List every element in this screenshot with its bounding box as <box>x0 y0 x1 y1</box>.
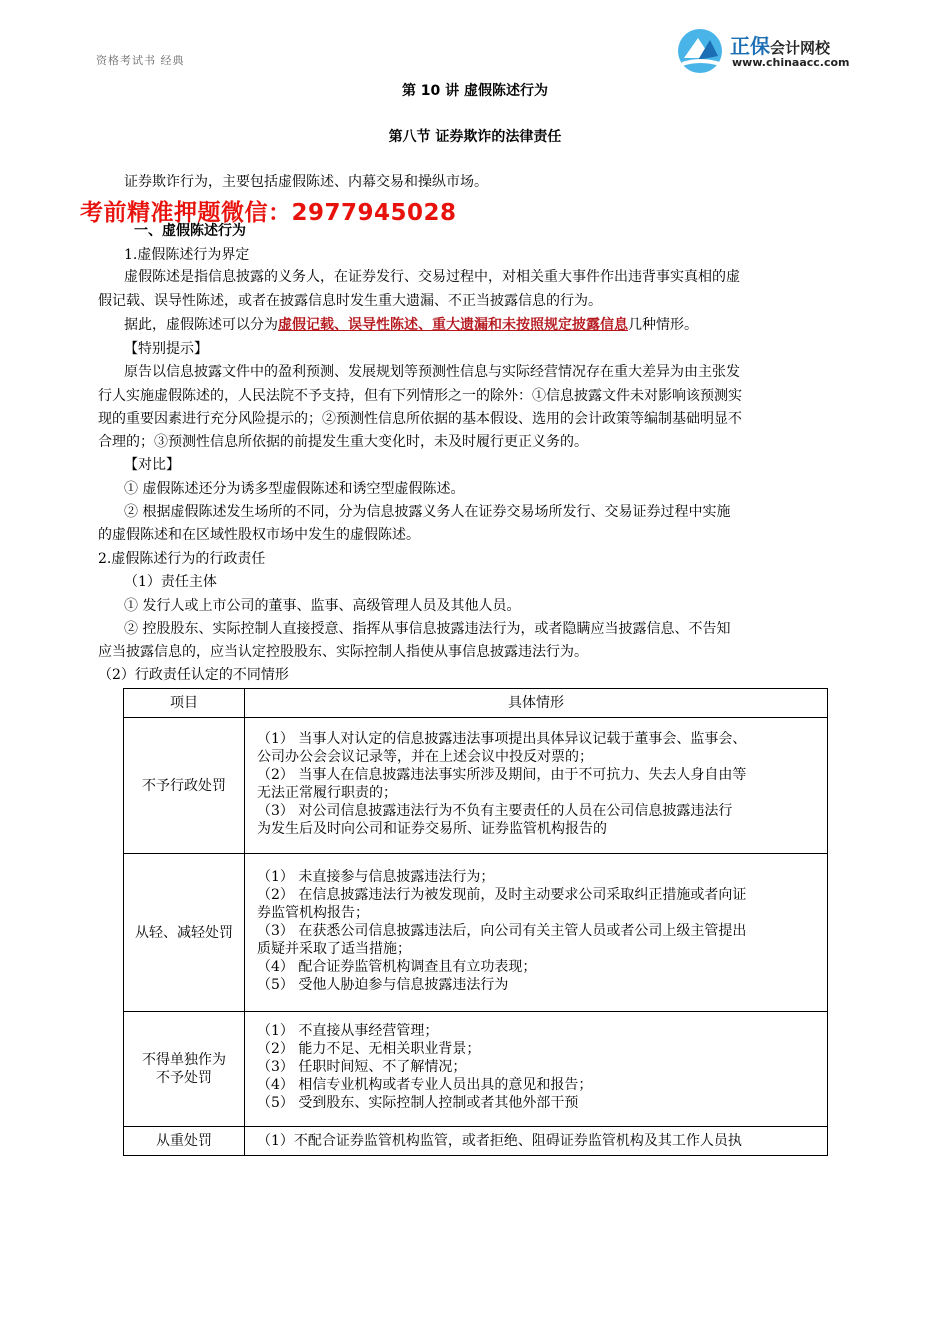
table-row <box>124 1012 828 1127</box>
subject-item-1: ① 发行人或上市公司的董事、监事、高级管理人员及其他人员。 <box>124 598 521 614</box>
detail-line: （5） 受到股东、实际控制人控制或者其他外部干预 <box>257 1095 579 1111</box>
intro-paragraph: 证券欺诈行为，主要包括虚假陈述、内幕交易和操纵市场。 <box>124 174 488 190</box>
section-title: 第八节 证券欺诈的法律责任 <box>388 129 562 145</box>
compare-item-2-line-1: ② 根据虚假陈述发生场所的不同，分为信息披露义务人在证券交易场所发行、交易证券过程中实施 <box>124 504 731 520</box>
table-header-row <box>124 689 828 718</box>
logo-brand-text <box>730 30 830 59</box>
row-detail-not-sole-basis <box>245 1012 828 1127</box>
subheading-situations: （2）行政责任认定的不同情形 <box>98 667 289 683</box>
row-detail-no-penalty <box>245 718 828 854</box>
detail-line: （2） 当事人在信息披露违法事实所涉及期间，由于不可抗力、失去人身自由等 <box>257 766 747 783</box>
detail-line: （3） 对公司信息披露违法行为不负有主要责任的人员在公司信息披露违法行 <box>257 802 733 819</box>
subheading-liable-subject: （1）责任主体 <box>124 574 217 590</box>
subject-item-2-line-2: 应当披露信息的，应当认定控股股东、实际控制人指使从事信息披露违法行为。 <box>98 644 588 660</box>
table-row <box>124 854 828 1012</box>
logo-brand: 正保 <box>730 34 770 58</box>
classification-paragraph <box>124 316 698 334</box>
detail-line: （3） 在获悉公司信息披露违法后，向公司有关主管人员或者公司上级主管提出 <box>257 922 747 939</box>
table-row <box>124 718 828 854</box>
heading-false-statement: 一、虚假陈述行为 <box>134 223 246 239</box>
special-tip-line-1: 原告以信息披露文件中的盈利预测、发展规划等预测性信息与实际经营情况存在重大差异为由主张发 <box>124 364 740 380</box>
special-tip-line-4: 合理的；③预测性信息所依据的前提发生重大变化时，未及时履行更正义务的。 <box>98 434 588 450</box>
definition-line-2: 假记载、误导性陈述，或者在披露信息时发生重大遗漏、不正当披露信息的行为。 <box>98 293 602 309</box>
row-detail-heavier-penalty <box>245 1127 828 1156</box>
row-item-lighter-penalty: 从轻、减轻处罚 <box>124 854 245 1012</box>
logo-emblem-icon <box>676 26 726 76</box>
detail-line: 无法正常履行职责的； <box>257 784 397 801</box>
row-detail-lighter-penalty <box>245 854 828 1012</box>
detail-line: （5） 受他人胁迫参与信息披露违法行为 <box>257 976 509 993</box>
lecture-title: 第 10 讲 虚假陈述行为 <box>401 83 549 99</box>
item-line: 不得单独作为 <box>142 1052 226 1068</box>
table-header-item: 项目 <box>124 689 245 718</box>
detail-line: 为发生后及时向公司和证券交易所、证券监管机构报告的 <box>257 820 607 837</box>
row-item-heavier-penalty: 从重处罚 <box>124 1127 245 1156</box>
brand-logo[interactable] <box>676 26 876 76</box>
header-faint-text: 资格考试书 经典 <box>96 54 185 67</box>
special-tip-line-3: 现的重要因素进行充分风险提示的；②预测性信息所依据的基本假设、选用的会计政策等编制基础明显不 <box>98 411 742 427</box>
row-item-not-sole-basis <box>124 1012 245 1127</box>
item-line: 不予处罚 <box>156 1070 212 1086</box>
detail-line: （1）不配合证券监管机构监管，或者拒绝、阻碍证券监管机构及其工作人员执 <box>257 1133 742 1149</box>
compare-item-1: ① 虚假陈述还分为诱多型虚假陈述和诱空型虚假陈述。 <box>124 481 465 497</box>
detail-line: （1） 未直接参与信息披露违法行为； <box>257 868 495 885</box>
classification-prefix: 据此，虚假陈述可以分为 <box>124 317 278 333</box>
table-header-detail: 具体情形 <box>245 689 828 718</box>
definition-line-1: 虚假陈述是指信息披露的义务人，在证券发行、交易过程中，对相关重大事件作出违背事实真相的虚 <box>124 269 740 285</box>
subheading-definition: 1.虚假陈述行为界定 <box>124 247 250 263</box>
detail-line: （1） 当事人对认定的信息披露违法事项提出具体异议记载于董事会、监事会、 <box>257 730 747 747</box>
special-tip-label: 【特别提示】 <box>124 341 208 357</box>
detail-line: 券监管机构报告； <box>257 904 369 921</box>
detail-line: （3） 任职时间短、不了解情况； <box>257 1059 467 1075</box>
row-item-no-penalty: 不予行政处罚 <box>124 718 245 854</box>
classification-suffix: 几种情形。 <box>628 317 698 333</box>
heading-admin-liability: 2.虚假陈述行为的行政责任 <box>98 551 266 567</box>
table-row <box>124 1127 828 1156</box>
detail-line: （2） 能力不足、无相关职业背景； <box>257 1041 481 1057</box>
subject-item-2-line-1: ② 控股股东、实际控制人直接授意、指挥从事信息披露违法行为，或者隐瞒应当披露信息、不告知 <box>124 621 731 637</box>
compare-item-2-line-2: 的虚假陈述和在区域性股权市场中发生的虚假陈述。 <box>98 527 420 543</box>
detail-line: 质疑并采取了适当措施； <box>257 940 411 957</box>
logo-sub: 会计网校 <box>770 39 831 57</box>
detail-line: （1） 不直接从事经营管理； <box>257 1023 439 1039</box>
compare-label: 【对比】 <box>124 457 180 473</box>
classification-highlight: 虚假记载、误导性陈述、重大遗漏和未按照规定披露信息 <box>278 317 628 333</box>
detail-line: （2） 在信息披露违法行为被发现前，及时主动要求公司采取纠正措施或者向证 <box>257 886 747 903</box>
special-tip-line-2: 行人实施虚假陈述的，人民法院不予支持，但有下列情形之一的除外：①信息披露文件未对影响该预测实 <box>98 388 742 404</box>
detail-line: 公司办公会会议记录等，并在上述会议中投反对票的； <box>257 748 593 765</box>
logo-url: www.chinaacc.com <box>732 56 850 69</box>
promo-wechat-banner: 考前精准押题微信：2977945028 <box>80 200 457 226</box>
detail-line: （4） 相信专业机构或者专业人员出具的意见和报告； <box>257 1077 593 1093</box>
detail-line: （4） 配合证券监管机构调查且有立功表现； <box>257 958 537 975</box>
liability-table <box>123 688 828 1156</box>
